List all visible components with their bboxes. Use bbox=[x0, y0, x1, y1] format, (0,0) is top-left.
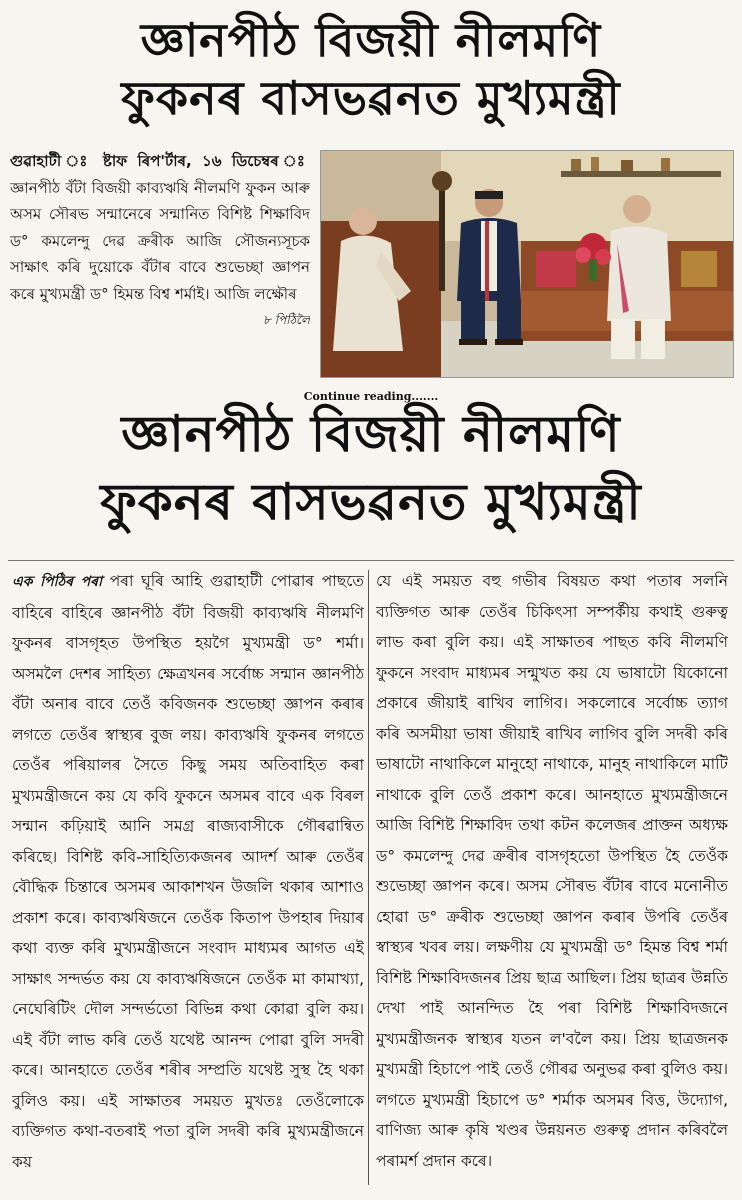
article-right-text: যে এই সময়ত বহু গভীৰ বিষয়ত কথা পতাৰ সলনি ব্যক্তিগত আৰু তেওঁৰ চিকিৎসা সম্পৰ্কীয় কথাই গুৰুত্ব লাভ কৰা বুলি কয়। এই সাক্ষাতৰ পাছত কবি নীলমণি ফুকনে সংবাদ মাধ্যমৰ সন্মুখত কয় যে ভাষাটো যিকোনো প্ৰকাৰে জীয়াই ৰাখিব লাগিব। সকলোৰে সৰ্বোচ্চ ত্যাগ কৰি অসমীয়া ভাষা জীয়াই ৰাখিব লাগিব বুলি সদৰী কৰি ভাষাটো নাথাকিলে মানুহো নাথাকে, মানুহ নাথাকিলে মাটি নাথাকে বুলি তেওঁ প্ৰকাশ কৰে। আনহাতে মুখ্যমন্ত্ৰীজনে আজি বিশিষ্ট শিক্ষাবিদ তথা কটন কলেজৰ প্ৰাক্তন অধ্যক্ষ ড° কমলেন্দু দেৱ ক্ৰৰীৰ বাসগৃহতো উপস্থিত হৈ তেওঁক শুভেচ্ছা জ্ঞাপন কৰে। অসম সৌৰভ বঁটাৰ বাবে মনোনীত হোৱা ড° ক্ৰৰীক শুভেচ্ছা জ্ঞাপন কৰাৰ উপৰি তেওঁৰ স্বাস্থ্যৰ খবৰ লয়। লক্ষণীয় যে মুখ্যমন্ত্ৰী ড° হিমন্ত বিশ্ব শৰ্মা বিশিষ্ট শিক্ষাবিদজনৰ প্ৰিয় ছাত্ৰ আছিল। প্ৰিয় ছাত্ৰৰ উন্নতি দেখা পাই আনন্দিত হৈ পৰা বিশিষ্ট শিক্ষাবিদজনে মুখ্যমন্ত্ৰীজনক স্বাস্থ্যৰ যতন ল'বলৈ কয়। প্ৰিয় ছাত্ৰজনক মুখ্যমন্ত্ৰী হিচাপে পাই তেওঁ গৌৰৱ অনুভৱ কৰা বুলিও কয়। লগতে মুখ্যমন্ত্ৰী হিচাপে ড° শৰ্মাক অসমৰ বিত্ত, উদ্যোগ, বাণিজ্য আৰু কৃষি খণ্ডৰ উন্নয়নত গুৰুত্ব প্ৰদান কৰিবলৈ পৰামৰ্শ প্ৰদান কৰে। bbox=[376, 572, 728, 1170]
article-column-right bbox=[376, 566, 728, 1190]
intro-paragraph bbox=[10, 148, 310, 380]
header-rule bbox=[8, 560, 734, 561]
news-photo bbox=[320, 150, 734, 378]
main-headline-line1: জ্ঞানপীঠ বিজয়ী নীলমণি bbox=[121, 405, 621, 463]
continue-reading: Continue reading....... bbox=[303, 390, 439, 403]
intro-body: জ্ঞানপীঠ বঁটা বিজয়ী কাব্যঋষি নীলমণি ফুকন আৰু অসম সৌৰভ সন্মানেৰে সন্মানিত বিশিষ্ট শিক্ষাবিদ ড° কমলেন্দু দেৱ ক্ৰৰীক আজি সৌজন্যসূচক সাক্ষাৎ কৰি দুয়োকে বঁটাৰ বাবে শুভেচ্ছা জ্ঞাপন কৰে মুখ্যমন্ত্ৰী ড° হিমন্ত বিশ্ব শৰ্মাই। আজি লক্ষৌৰ bbox=[10, 178, 310, 303]
article-column-left bbox=[12, 566, 364, 1190]
kicker: এক পিঠিৰ পৰা bbox=[12, 574, 110, 590]
top-headline-line1: জ্ঞানপীঠ বিজয়ী নীলমণি bbox=[140, 13, 602, 67]
column-divider bbox=[368, 570, 369, 1185]
top-headline-line2: ফুকনৰ বাসভৱনত মুখ্যমন্ত্ৰী bbox=[121, 71, 621, 125]
continued-marker: ৮ পিঠিলৈ bbox=[262, 313, 310, 327]
main-headline-line2: ফুকনৰ বাসভৱনত মুখ্যমন্ত্ৰী bbox=[100, 473, 642, 531]
dateline: গুৱাহাটী ঃ ষ্টাফ ৰিপ'ৰ্টাৰ, ১৬ ডিচেম্বৰ ঃ bbox=[10, 152, 310, 170]
article-left-text: পৰা ঘূৰি আহি গুৱাহাটী পোৱাৰ পাছতে বাহিৰে বাহিৰে জ্ঞানপীঠ বঁটা বিজয়ী কাব্যঋষি নীলমণি ফুকনৰ বাসগৃহত উপস্থিত হয়গৈ মুখ্যমন্ত্ৰী ড° শৰ্মা। অসমলৈ দেশৰ সাহিত্য ক্ষেত্ৰখনৰ সৰ্বোচ্চ সন্মান জ্ঞানপীঠ বঁটা অনাৰ বাবে তেওঁ কবিজনক শুভেচ্ছা জ্ঞাপন কৰাৰ লগতে তেওঁৰ স্বাস্থ্যৰ বুজ লয়। কাব্যঋষি ফুকনৰ লগতে তেওঁৰ পৰিয়ালৰ সৈতে কিছু সময় অতিবাহিত কৰা মুখ্যমন্ত্ৰীজনে কয় যে কবি ফুকনে অসমৰ বাবে এক বিৰল সন্মান কঢ়িয়াই আনি সমগ্ৰ ৰাজ্যবাসীকে গৌৰৱান্বিত কৰিছে। বিশিষ্ট কবি-সাহিত্যিকজনৰ আদৰ্শ আৰু তেওঁৰ বৌদ্ধিক চিন্তাৰে অসমৰ আকাশখন উজলি থকাৰ আশাও প্ৰকাশ কৰে। কাব্যঋষিজনে তেওঁক কিতাপ উপহাৰ দিয়াৰ কথা ব্যক্ত কৰি মুখ্যমন্ত্ৰীজনে সংবাদ মাধ্যমৰ আগত এই সাক্ষাৎ সন্দৰ্ভত কয় যে কাব্যঋষিজনে তেওঁক মা কামাখ্যা, নেঘেৰিটিং দৌল সন্দৰ্ভতো বিভিন্ন কথা কোৱা বুলি কয়। এই বঁটা লাভ কৰি তেওঁ যথেষ্ট আনন্দ পোৱা বুলি সদৰী কৰে। আনহাতে তেওঁৰ শৰীৰ সম্প্ৰতি যথেষ্ট সুস্থ হৈ থকা বুলিও কয়। এই সাক্ষাতৰ সময়ত মুখতঃ তেওঁলোকে ব্যক্তিগত কথা-বতৰাই পতা বুলি সদৰী কৰি মুখ্যমন্ত্ৰীজনে কয় bbox=[12, 572, 364, 1171]
